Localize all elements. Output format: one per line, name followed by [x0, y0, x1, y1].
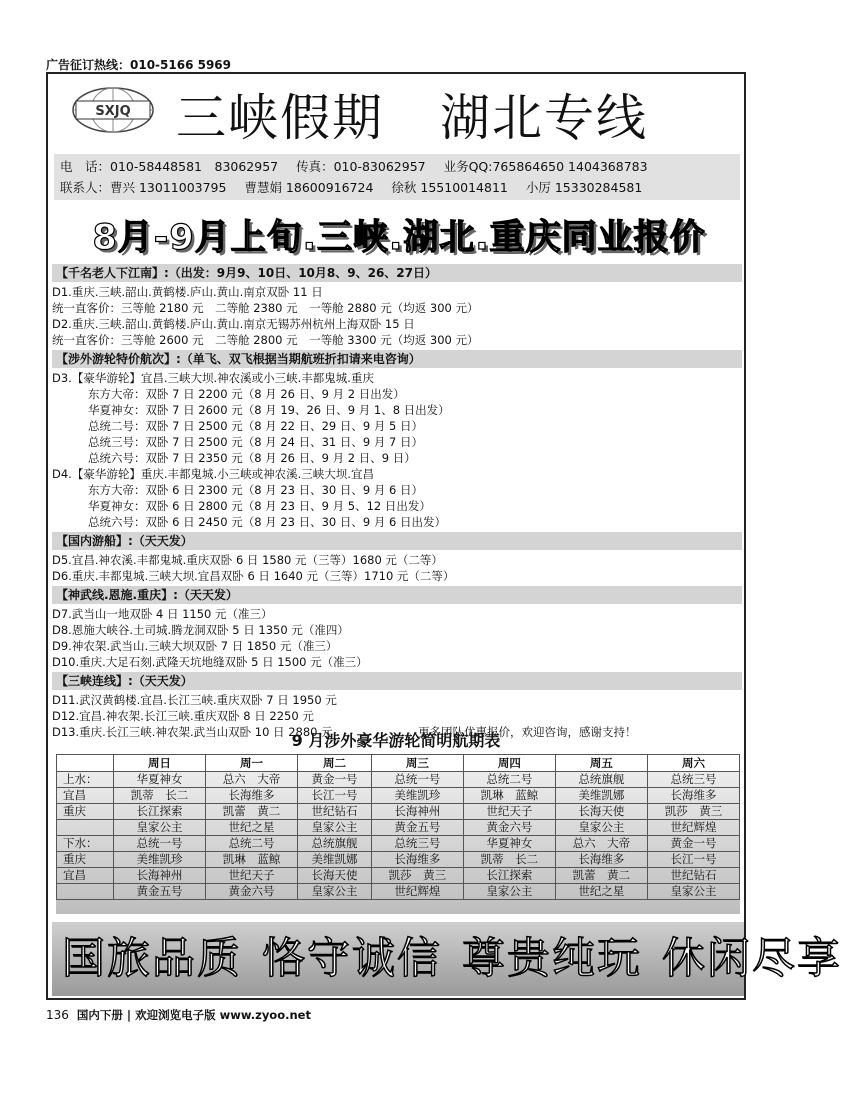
section-header: 【三峡连线】:（天天发） — [52, 672, 742, 690]
ship-cell: 总统三号 — [647, 772, 739, 788]
ship-cell: 总六 大帝 — [555, 836, 647, 852]
brand-line: 湖北专线 — [440, 89, 648, 147]
direction-label: 下水： — [57, 836, 114, 852]
ad-hotline: 广告征订热线：010-5166 5969 — [46, 58, 232, 72]
ship-cell: 长江一号 — [298, 788, 372, 804]
ship-cell: 皇家公主 — [298, 884, 372, 900]
list-item: D3.【豪华游轮】宜昌.三峡大坝.神农溪或小三峡.丰都鬼城.重庆 — [52, 371, 374, 385]
ship-cell: 总统二号 — [463, 772, 555, 788]
page-number: 136 — [46, 1008, 69, 1022]
list-item: 东方大帝：双卧 6 日 2300 元（8 月 23 日、30 日、9 月 6 日） — [88, 483, 424, 497]
ship-cell: 总统三号 — [371, 836, 463, 852]
ship-cell: 黄金一号 — [298, 772, 372, 788]
ship-cell: 华夏神女 — [463, 836, 555, 852]
ship-cell: 华夏神女 — [114, 772, 206, 788]
qq: 业务QQ:765864650 1404368783 — [443, 159, 648, 174]
section-header: 【国内游船】:（天天发） — [52, 532, 742, 550]
ship-cell: 总统一号 — [114, 836, 206, 852]
ship-cell: 总统二号 — [206, 836, 298, 852]
ship-cell: 美维凯珍 — [371, 788, 463, 804]
contact-box — [54, 154, 740, 200]
ship-cell: 长海神州 — [114, 868, 206, 884]
ship-cell: 凯蒂 长二 — [463, 852, 555, 868]
globe-logo-icon — [70, 86, 156, 134]
list-item: D13.重庆.长江三峡.神农架.武当山双卧 10 日 2880 元 — [52, 725, 333, 739]
ship-cell: 长江探索 — [463, 868, 555, 884]
list-item: 总统二号：双卧 7 日 2500 元（8 月 22 日、29 日、9 月 5 日） — [88, 419, 424, 433]
ship-cell: 黄金六号 — [206, 884, 298, 900]
schedule-header-row — [57, 755, 740, 772]
ship-cell: 黄金一号 — [647, 836, 739, 852]
ship-cell: 凯琳 蓝鲸 — [463, 788, 555, 804]
direction-label: 宜昌 — [57, 788, 114, 804]
schedule-title: 9 月涉外豪华游轮简明航期表 — [291, 731, 501, 750]
direction-label: 上水： — [57, 772, 114, 788]
list-item: D9.神农架.武当山.三峡大坝双卧 7 日 1850 元（准三） — [52, 639, 338, 653]
list-item: 统一直客价：三等舱 2180 元 二等舱 2380 元 一等舱 2880 元（均返 300 元） — [52, 301, 479, 315]
contact-person: 联系人：曹兴 13011003795 — [60, 180, 227, 195]
slogan-phrase: 休闲尽享 — [662, 934, 842, 984]
ship-cell: 世纪天子 — [206, 868, 298, 884]
table-row — [57, 884, 740, 900]
table-row — [57, 852, 740, 868]
ship-cell: 长海维多 — [647, 788, 739, 804]
list-item: 总统六号：双卧 6 日 2450 元（8 月 23 日、30 日、9 月 6 日出发） — [88, 515, 447, 529]
list-item: 总统六号：双卧 7 日 2350 元（8 月 26 日、9 月 2 日、9 日） — [88, 451, 416, 465]
ship-cell: 凯莎 黄三 — [371, 868, 463, 884]
direction-label: 重庆 — [57, 852, 114, 868]
contact-line-1 — [60, 156, 740, 177]
ship-cell: 世纪天子 — [463, 804, 555, 820]
ship-cell: 总六 大帝 — [206, 772, 298, 788]
price-list — [52, 262, 742, 740]
ship-cell: 凯蕾 黄二 — [206, 804, 298, 820]
contact-person: 徐秋 15510014811 — [391, 180, 508, 195]
day-header: 周五 — [555, 755, 647, 772]
ship-cell: 长海维多 — [555, 852, 647, 868]
slogan-banner — [52, 922, 842, 996]
list-item: D8.恩施大峡谷.土司城.腾龙洞双卧 5 日 1350 元（准四） — [52, 623, 349, 637]
table-row — [57, 804, 740, 820]
ship-cell: 长海天使 — [555, 804, 647, 820]
ship-cell: 凯蒂 长二 — [114, 788, 206, 804]
ship-cell: 美维凯娜 — [555, 788, 647, 804]
ship-cell: 皇家公主 — [555, 820, 647, 836]
day-header: 周六 — [647, 755, 739, 772]
table-row — [57, 868, 740, 884]
ship-cell: 凯琳 蓝鲸 — [206, 852, 298, 868]
list-item: D4.【豪华游轮】重庆.丰都鬼城.小三峡或神农溪.三峡大坝.宜昌 — [52, 467, 374, 481]
ship-cell: 世纪钻石 — [647, 868, 739, 884]
slogan-phrase: 尊贵纯玩 — [462, 934, 642, 984]
fax: 传真：010-83062957 — [296, 159, 426, 174]
ship-cell: 长江探索 — [114, 804, 206, 820]
direction-label: 重庆 — [57, 804, 114, 820]
schedule-table — [56, 754, 740, 900]
ship-cell: 世纪钻石 — [298, 804, 372, 820]
list-item: 总统三号：双卧 7 日 2500 元（8 月 24 日、31 日、9 月 7 日） — [88, 435, 424, 449]
ship-cell: 世纪之星 — [206, 820, 298, 836]
list-item: D2.重庆.三峡.韶山.黄鹤楼.庐山.黄山.南京无锡苏州杭州上海双卧 15 日 — [52, 317, 415, 331]
ship-cell: 皇家公主 — [114, 820, 206, 836]
header — [48, 74, 744, 152]
list-item: D1.重庆.三峡.韶山.黄鹤楼.庐山.黄山.南京双卧 11 日 — [52, 285, 323, 299]
ad-frame — [46, 72, 842, 1000]
table-row — [57, 836, 740, 852]
slogan-phrase: 国旅品质 — [62, 934, 242, 984]
contact-person: 小厉 15330284581 — [525, 180, 643, 195]
ship-cell: 世纪之星 — [555, 884, 647, 900]
ship-cell: 黄金五号 — [371, 820, 463, 836]
ship-cell: 皇家公主 — [463, 884, 555, 900]
ship-cell: 美维凯珍 — [114, 852, 206, 868]
schedule-table-wrapper — [56, 754, 740, 914]
ship-cell: 凯莎 黄三 — [647, 804, 739, 820]
logo-text: SXJQ — [95, 104, 131, 119]
contact-person: 曹慧娟 18600916724 — [244, 180, 374, 195]
phone: 电 话：010-58448581 83062957 — [60, 159, 279, 174]
list-item: D10.重庆.大足石刻.武隆天坑地缝双卧 5 日 1500 元（准三） — [52, 655, 368, 669]
section-header: 【涉外游轮特价航次】:（单飞、双飞根据当期航班折扣请来电咨询） — [52, 350, 742, 368]
thanks-note: 更多团队优惠报价，欢迎咨询，感谢支持！ — [418, 725, 637, 739]
ship-cell: 皇家公主 — [298, 820, 372, 836]
page-footer — [46, 1007, 311, 1023]
day-header: 周日 — [114, 755, 206, 772]
ship-cell: 总统一号 — [371, 772, 463, 788]
main-title: 8月-9月上旬.三峡.湖北.重庆同业报价 — [92, 218, 706, 258]
ship-cell: 世纪辉煌 — [647, 820, 739, 836]
list-item: D7.武当山一地双卧 4 日 1150 元（准三） — [52, 607, 273, 621]
section-header: 【千名老人下江南】:（出发：9月9、10日、10月8、9、26、27日） — [52, 264, 742, 282]
ship-cell: 黄金五号 — [114, 884, 206, 900]
day-header: 周三 — [371, 755, 463, 772]
ship-cell: 长海天使 — [298, 868, 372, 884]
ship-cell: 长江一号 — [647, 852, 739, 868]
ship-cell: 总统旗舰 — [298, 836, 372, 852]
list-item: 东方大帝：双卧 7 日 2200 元（8 月 26 日、9 月 2 日出发） — [88, 387, 405, 401]
slogan-phrase: 恪守诚信 — [262, 934, 442, 984]
table-row — [57, 772, 740, 788]
brand-title — [176, 78, 648, 150]
ship-cell: 长海维多 — [371, 852, 463, 868]
ship-cell: 长海神州 — [371, 804, 463, 820]
corner-cell — [57, 755, 114, 772]
table-row — [57, 788, 740, 804]
brand-name: 三峡假期 — [176, 89, 384, 147]
footer-text: 国内下册 | 欢迎浏览电子版 www.zyoo.net — [76, 1008, 311, 1022]
table-row — [57, 820, 740, 836]
ship-cell: 世纪辉煌 — [371, 884, 463, 900]
list-item: 华夏神女：双卧 6 日 2800 元（8 月 23 日、9 月 5、12 日出发） — [88, 499, 431, 513]
contact-line-2 — [60, 177, 740, 198]
ship-cell: 总统旗舰 — [555, 772, 647, 788]
day-header: 周一 — [206, 755, 298, 772]
list-item: D5.宜昌.神农溪.丰都鬼城.重庆双卧 6 日 1580 元（三等）1680 元（二等） — [52, 553, 443, 567]
direction-label: 宜昌 — [57, 868, 114, 884]
direction-label — [57, 820, 114, 836]
list-item: D6.重庆.丰都鬼城.三峡大坝.宜昌双卧 6 日 1640 元（三等）1710 元（二等） — [52, 569, 455, 583]
day-header: 周四 — [463, 755, 555, 772]
list-item: 统一直客价：三等舱 2600 元 二等舱 2800 元 一等舱 3300 元（均返 300 元） — [52, 333, 479, 347]
day-header: 周二 — [298, 755, 372, 772]
ship-cell: 长海维多 — [206, 788, 298, 804]
list-item: 华夏神女：双卧 7 日 2600 元（8 月 19、26 日、9 月 1、8 日出发） — [88, 403, 450, 417]
ship-cell: 凯蕾 黄二 — [555, 868, 647, 884]
ship-cell: 皇家公主 — [647, 884, 739, 900]
list-item: D12.宜昌.神农架.长江三峡.重庆双卧 8 日 2250 元 — [52, 709, 314, 723]
section-header: 【神武线.恩施.重庆】:（天天发） — [52, 586, 742, 604]
ship-cell: 黄金六号 — [463, 820, 555, 836]
ship-cell: 美维凯娜 — [298, 852, 372, 868]
direction-label — [57, 884, 114, 900]
list-item: D11.武汉黄鹤楼.宜昌.长江三峡.重庆双卧 7 日 1950 元 — [52, 693, 337, 707]
